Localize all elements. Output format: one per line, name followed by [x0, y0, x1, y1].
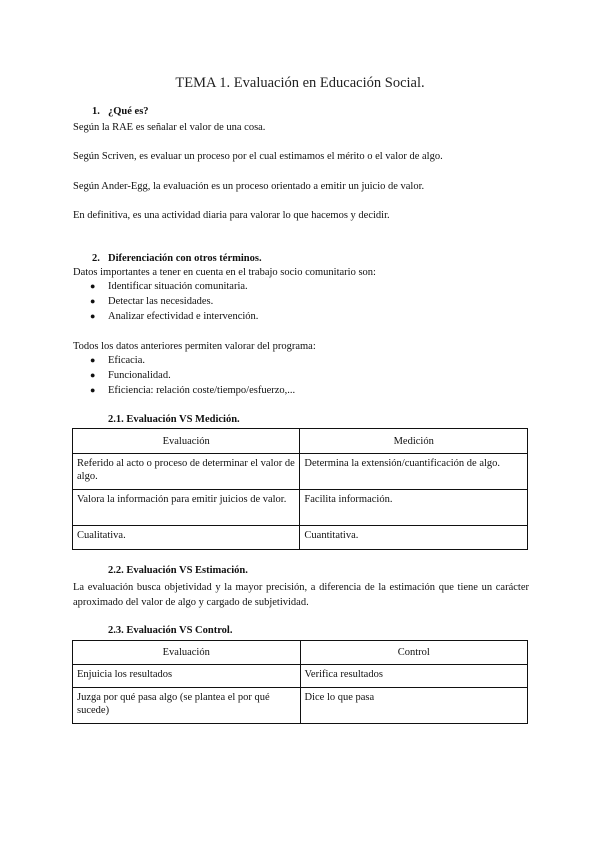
- list-item: ● Analizar efectividad e intervención.: [90, 311, 259, 322]
- table-cell: Facilita información.: [300, 490, 528, 526]
- table-row: [73, 688, 528, 724]
- table-header-row: [73, 641, 528, 665]
- evaluacion-medicion-table: [72, 428, 528, 550]
- bullet-icon: ●: [90, 296, 96, 306]
- table-header-cell: Control: [300, 641, 528, 665]
- table-row: [73, 526, 528, 550]
- subsection-2-1-heading: 2.1. Evaluación VS Medición.: [108, 414, 240, 425]
- table-row: [73, 454, 528, 490]
- table-cell: Valora la información para emitir juicios de valor.: [73, 490, 300, 526]
- list-item: ● Funcionalidad.: [90, 370, 171, 381]
- table-cell: Referido al acto o proceso de determinar el valor de algo.: [73, 454, 300, 490]
- list-item: ● Detectar las necesidades.: [90, 296, 214, 307]
- page-title: TEMA 1. Evaluación en Educación Social.: [175, 75, 425, 91]
- table-header-row: [73, 429, 528, 454]
- subsection-2-2-heading: 2.2. Evaluación VS Estimación.: [108, 565, 248, 576]
- bullet-icon: ●: [90, 281, 96, 291]
- bullet-icon: ●: [90, 385, 96, 395]
- table-header-cell: Evaluación: [73, 429, 300, 454]
- bullet-icon: ●: [90, 355, 96, 365]
- table-header-cell: Medición: [300, 429, 528, 454]
- paragraph: En definitiva, es una actividad diaria para valorar lo que hacemos y decidir.: [73, 210, 390, 221]
- table-cell: Enjuicia los resultados: [73, 665, 301, 688]
- paragraph: Según Scriven, es evaluar un proceso por el cual estimamos el mérito o el valor de algo.: [73, 151, 443, 162]
- table-cell: Verifica resultados: [300, 665, 528, 688]
- table-row: [73, 665, 528, 688]
- table-cell: Determina la extensión/cuantificación de algo.: [300, 454, 528, 490]
- section-1-heading: ¿Qué es?: [108, 106, 149, 117]
- table-cell: Cualitativa.: [73, 526, 300, 550]
- subsection-2-3-heading: 2.3. Evaluación VS Control.: [108, 625, 233, 636]
- table-header-cell: Evaluación: [73, 641, 301, 665]
- table-cell: Cuantitativa.: [300, 526, 528, 550]
- bullet-icon: ●: [90, 311, 96, 321]
- table-cell: Juzga por qué pasa algo (se plantea el por qué sucede): [73, 688, 301, 724]
- table-row: [73, 490, 528, 526]
- section-2-heading: Diferenciación con otros términos.: [108, 253, 262, 264]
- paragraph: Todos los datos anteriores permiten valorar del programa:: [73, 341, 316, 352]
- table-cell: Dice lo que pasa: [300, 688, 528, 724]
- list-item: ● Eficacia.: [90, 355, 146, 366]
- paragraph: Datos importantes a tener en cuenta en el trabajo socio comunitario son:: [73, 267, 376, 278]
- paragraph: La evaluación busca objetividad y la mayor precisión, a diferencia de la estimación que tiene un carácter aproximado del valor de algo y cargado de subjetividad.: [73, 582, 529, 608]
- paragraph: Según Ander-Egg, la evaluación es un proceso orientado a emitir un juicio de valor.: [73, 181, 425, 192]
- list-item: ● Eficiencia: relación coste/tiempo/esfuerzo,...: [90, 385, 296, 396]
- section-1-number: 1.: [92, 106, 100, 117]
- list-item: ● Identificar situación comunitaria.: [90, 281, 248, 292]
- section-2-number: 2.: [92, 253, 100, 264]
- paragraph: Según la RAE es señalar el valor de una cosa.: [73, 122, 266, 133]
- evaluacion-control-table: [72, 640, 528, 724]
- bullet-icon: ●: [90, 370, 96, 380]
